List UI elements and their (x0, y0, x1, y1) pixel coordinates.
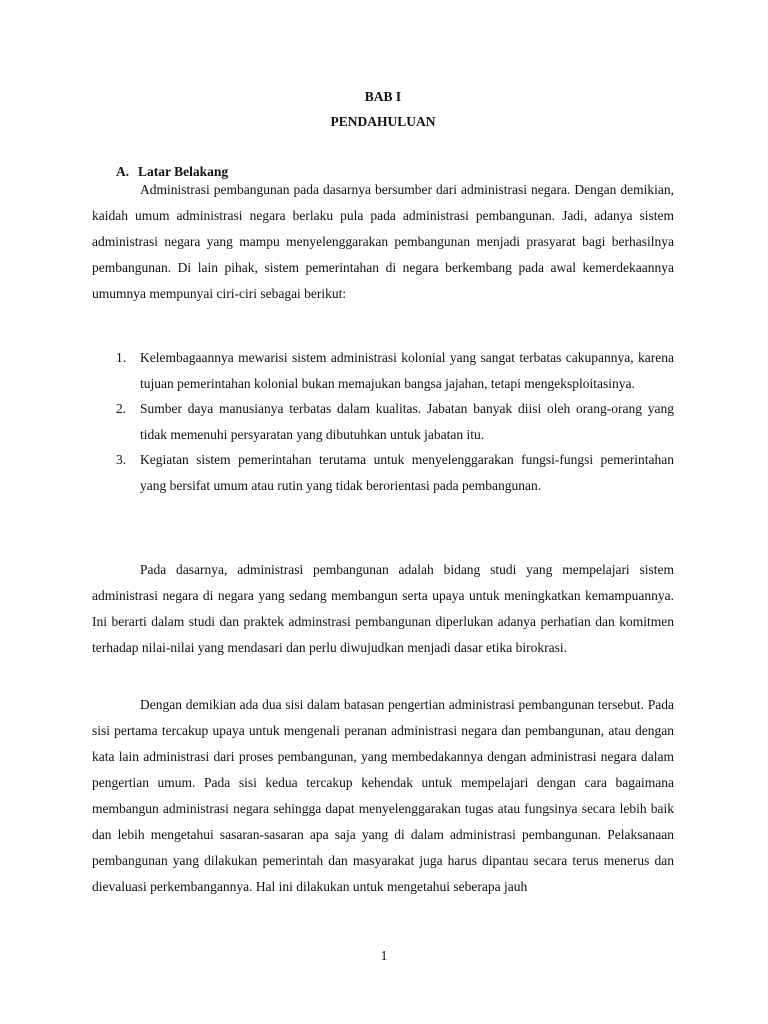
list-item (92, 345, 674, 396)
list-item (92, 447, 674, 498)
list-item-text: Kegiatan sistem pemerintahan terutama untuk menyelenggarakan fungsi-fungsi pemerintahan yang bersifat umum atau rutin yang tidak berorientasi pada pembangunan. (140, 452, 674, 493)
list-item (92, 396, 674, 447)
chapter-heading: BAB I (364, 89, 402, 104)
list-item-text: Sumber daya manusianya terbatas dalam kualitas. Jabatan banyak diisi oleh orang-orang yang tidak memenuhi persyaratan yang dibutuhkan untuk jabatan itu. (140, 401, 674, 442)
list-item-number: 1. (116, 350, 127, 365)
characteristics-list (92, 345, 674, 498)
section-title: Latar Belakang (138, 164, 229, 179)
list-item-number: 2. (116, 401, 127, 416)
page-number: 1 (380, 948, 388, 963)
paragraph: Dengan demikian ada dua sisi dalam batasan pengertian administrasi pembangunan tersebut. Pada sisi pertama tercakup upaya untuk mengenali peranan administrasi negara dan pembangunan, atau dengan kata lain administrasi dari proses pembangunan, yang membedakannya dengan administrasi negara dalam pengertian umum. Pada sisi kedua tercakup kehendak untuk mempelajari dengan cara bagaimana membangun administrasi negara sehingga dapat menyelenggarakan tugas atau fungsinya secara lebih baik dan lebih mengetahui sasaran-sasaran apa saja yang di dalam administrasi pembangunan. Pelaksanaan pembangunan yang dilakukan pemerintah dan masyarakat juga harus dipantau secara terus menerus dan dievaluasi perkembangannya. Hal ini dilakukan untuk mengetahui seberapa jauh (92, 697, 674, 894)
chapter-title: PENDAHULUAN (330, 114, 436, 129)
paragraph: Administrasi pembangunan pada dasarnya bersumber dari administrasi negara. Dengan demikian, kaidah umum administrasi negara berlaku pula pada administrasi pembangunan. Jadi, adanya sistem administrasi negara yang mampu menyelenggarakan pembangunan menjadi prasyarat bagi berhasilnya pembangunan. Di lain pihak, sistem pemerintahan di negara berkembang pada awal kemerdekaannya umumnya mempunyai ciri-ciri sebagai berikut: (92, 182, 674, 301)
paragraph: Pada dasarnya, administrasi pembangunan adalah bidang studi yang mempelajari sistem administrasi negara di negara yang sedang membangun serta upaya untuk meningkatkan kemampuannya. Ini berarti dalam studi dan praktek adminstrasi pembangunan diperlukan adanya perhatian dan komitmen terhadap nilai-nilai yang mendasari dan perlu diwujudkan menjadi dasar etika birokrasi. (92, 562, 674, 655)
list-item-text: Kelembagaannya mewarisi sistem administrasi kolonial yang sangat terbatas cakupannya, karena tujuan pemerintahan kolonial bukan memajukan bangsa jajahan, tetapi mengeksploitasinya. (140, 350, 674, 391)
list-item-number: 3. (116, 452, 127, 467)
section-label: A. (116, 164, 130, 179)
